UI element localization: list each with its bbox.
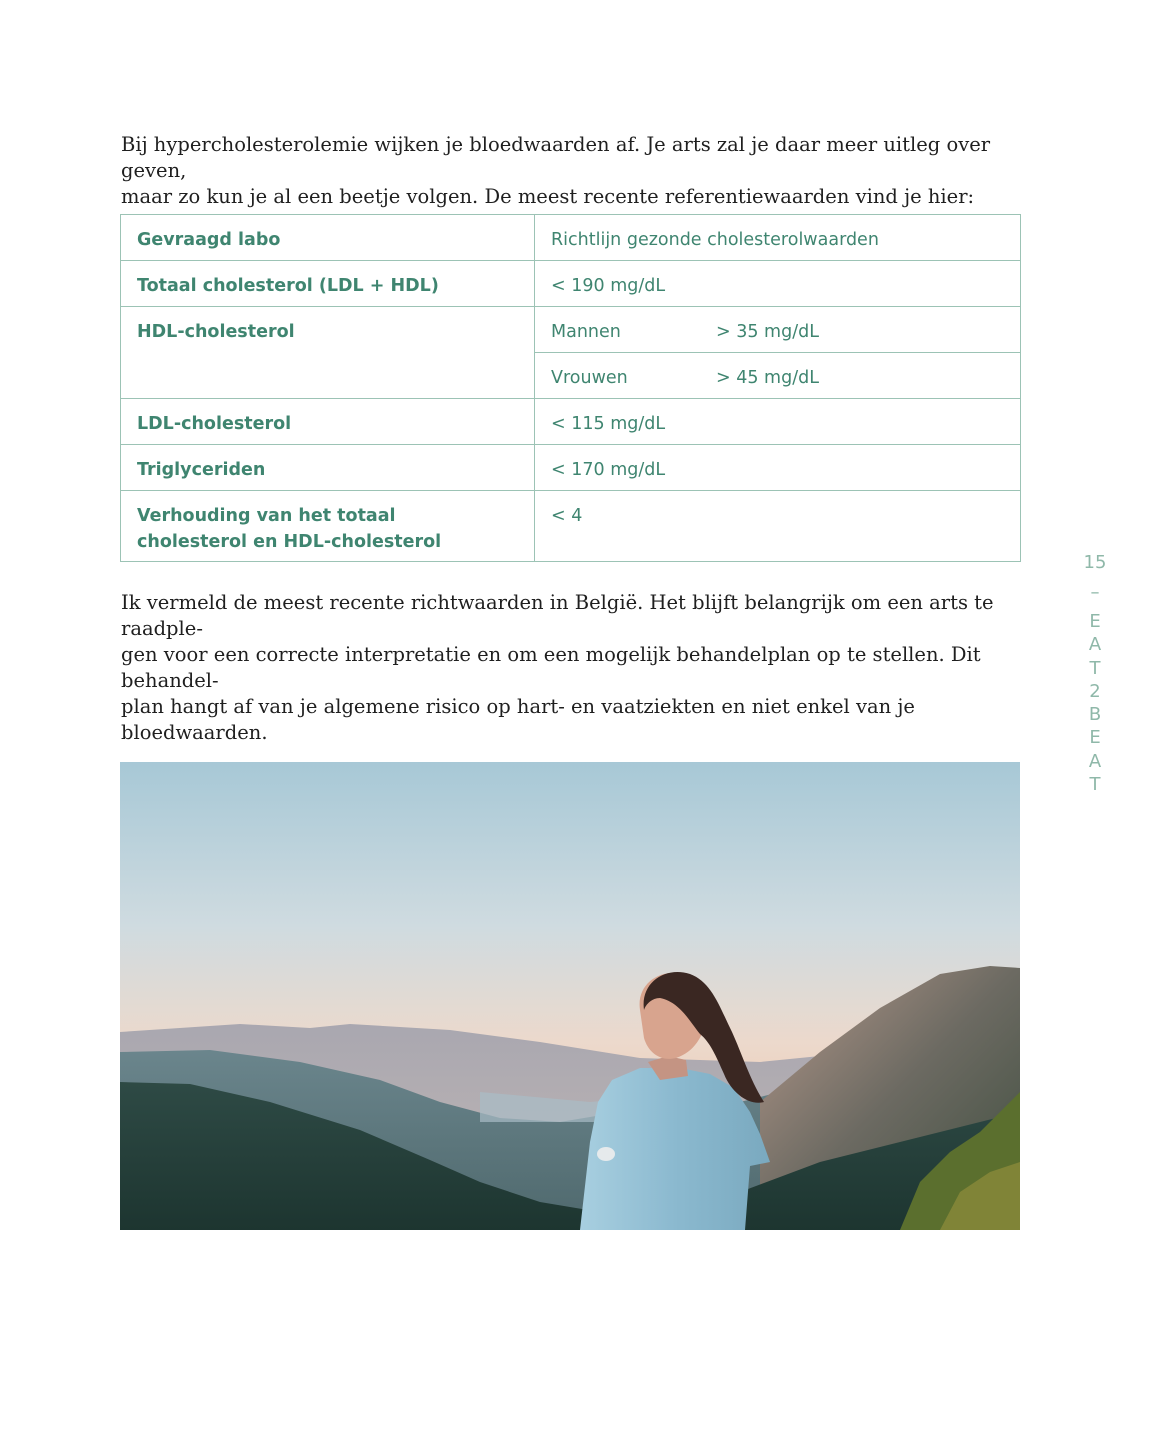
- outro-line-2: gen voor een correcte interpretatie en om een mogelijk behandelplan op te stellen. Dit behandel-: [121, 643, 981, 692]
- sidebar-letter: T: [1089, 774, 1101, 796]
- sidebar-running-head: [1083, 552, 1107, 796]
- row-label: Triglyceriden: [121, 445, 535, 491]
- row-label: [121, 491, 535, 562]
- row-value: < 170 mg/dL: [535, 445, 1021, 491]
- intro-line-1: Bij hypercholesterolemie wijken je bloedwaarden af. Je arts zal je daar meer uitleg over geven,: [121, 133, 991, 182]
- table-row: [121, 307, 1021, 353]
- cholesterol-reference-table: [120, 214, 1021, 562]
- women-label: Vrouwen: [551, 368, 628, 388]
- table-row: [121, 491, 1021, 562]
- row-value-women: [535, 353, 1021, 399]
- men-value: > 35 mg/dL: [716, 322, 819, 342]
- outro-line-3: plan hangt af van je algemene risico op hart- en vaatziekten en niet enkel van je bloedwaarden.: [121, 695, 915, 744]
- outro-line-1: Ik vermeld de meest recente richtwaarden in België. Het blijft belangrijk om een arts te raadple-: [121, 591, 994, 640]
- sidebar-letter: B: [1088, 704, 1102, 726]
- table-row: [121, 261, 1021, 307]
- table-row: [121, 445, 1021, 491]
- intro-line-2: maar zo kun je al een beetje volgen. De meest recente referentiewaarden vind je hier:: [121, 185, 975, 208]
- women-value: > 45 mg/dL: [716, 368, 819, 388]
- row-value: < 115 mg/dL: [535, 399, 1021, 445]
- intro-paragraph: [121, 132, 1021, 210]
- sidebar-letter: A: [1088, 634, 1102, 656]
- men-label: Mannen: [551, 322, 621, 342]
- row-value: < 190 mg/dL: [535, 261, 1021, 307]
- row-label: Totaal cholesterol (LDL + HDL): [121, 261, 535, 307]
- sidebar-dash: –: [1090, 582, 1100, 603]
- table-row: [121, 399, 1021, 445]
- sidebar-letter: E: [1089, 727, 1101, 749]
- sidebar-letter: T: [1089, 657, 1101, 679]
- sidebar-letter: A: [1088, 750, 1102, 772]
- row-label: LDL-cholesterol: [121, 399, 535, 445]
- mountain-landscape-photo: [120, 762, 1020, 1230]
- row-value: < 4: [535, 491, 1021, 562]
- row-label-line-2: cholesterol en HDL-cholesterol: [137, 532, 442, 552]
- sidebar-brand-vertical: [1083, 610, 1107, 796]
- row-label-line-1: Verhouding van het totaal: [137, 506, 396, 526]
- header-value: Richtlijn gezonde cholesterolwaarden: [535, 215, 1021, 261]
- outro-paragraph: [121, 590, 1021, 746]
- table-header-row: [121, 215, 1021, 261]
- page-number: 15: [1083, 552, 1107, 573]
- sidebar-letter: 2: [1089, 680, 1101, 702]
- row-value-men: [535, 307, 1021, 353]
- header-label: Gevraagd labo: [121, 215, 535, 261]
- sidebar-letter: E: [1089, 611, 1101, 632]
- row-label: HDL-cholesterol: [121, 307, 535, 399]
